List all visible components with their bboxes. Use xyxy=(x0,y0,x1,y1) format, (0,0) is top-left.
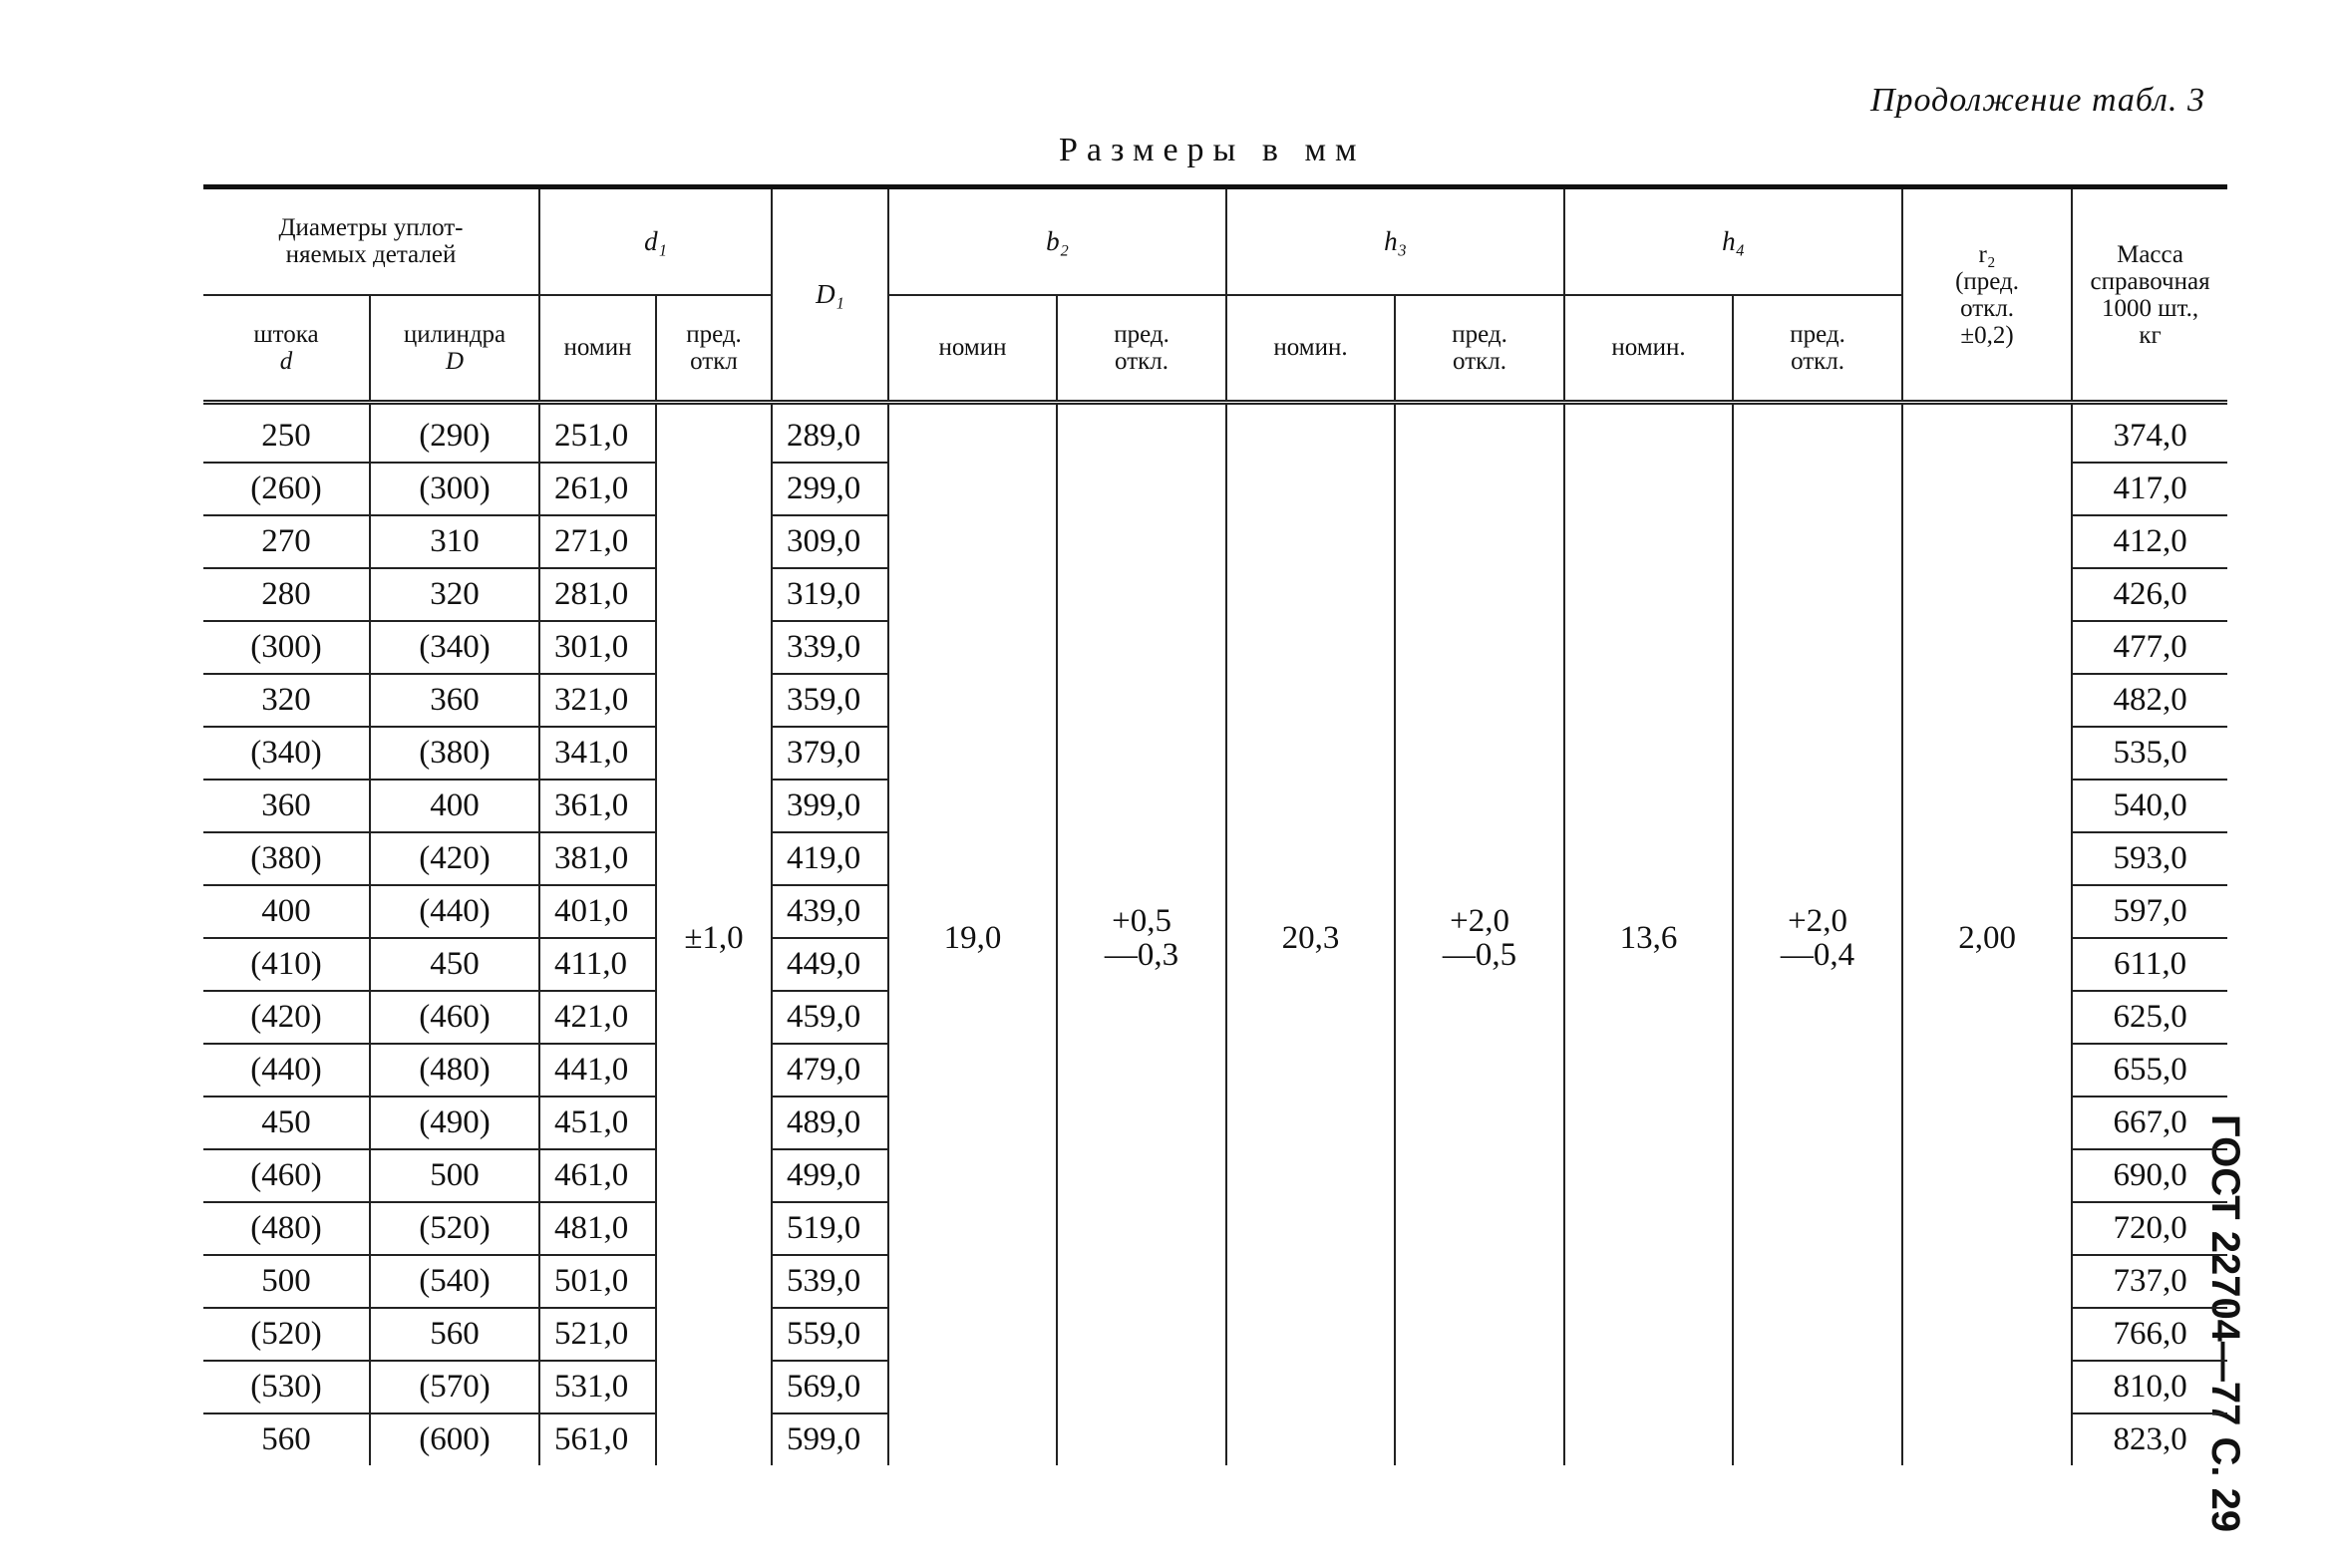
cell-mass: 737,0 xyxy=(2072,1255,2227,1308)
cell-mass: 611,0 xyxy=(2072,938,2227,991)
cell-mass: 535,0 xyxy=(2072,727,2227,780)
cell-rod-d: (260) xyxy=(203,463,370,515)
cell-d1-nomin: 381,0 xyxy=(539,832,656,885)
cell-d1-tol: ±1,0 xyxy=(656,403,772,1466)
header-b2-nomin: номин xyxy=(888,295,1057,403)
cell-d1-nomin: 321,0 xyxy=(539,674,656,727)
cell-cylinder-D: (380) xyxy=(370,727,539,780)
header-cylinder-symbol: D xyxy=(445,347,465,375)
cell-d1-nomin: 361,0 xyxy=(539,780,656,832)
cell-mass: 625,0 xyxy=(2072,991,2227,1044)
cell-rod-d: (300) xyxy=(203,621,370,674)
cell-cylinder-D: (490) xyxy=(370,1097,539,1149)
cell-cylinder-D: (440) xyxy=(370,885,539,938)
cell-D1: 559,0 xyxy=(772,1308,888,1361)
cell-rod-d: 250 xyxy=(203,403,370,464)
cell-mass: 667,0 xyxy=(2072,1097,2227,1149)
header-r2: r₂ (пред. откл. ±0,2) xyxy=(1902,187,2072,403)
header-h3: h₃ xyxy=(1226,187,1564,295)
header-cylinder xyxy=(370,295,539,403)
cell-d1-nomin: 271,0 xyxy=(539,515,656,568)
cell-d1-nomin: 481,0 xyxy=(539,1202,656,1255)
cell-D1: 439,0 xyxy=(772,885,888,938)
cell-rod-d: (520) xyxy=(203,1308,370,1361)
cell-mass: 477,0 xyxy=(2072,621,2227,674)
cell-cylinder-D: (290) xyxy=(370,403,539,464)
dimensions-table xyxy=(203,184,2227,1465)
cell-cylinder-D: 500 xyxy=(370,1149,539,1202)
cell-d1-nomin: 301,0 xyxy=(539,621,656,674)
cell-d1-nomin: 501,0 xyxy=(539,1255,656,1308)
cell-cylinder-D: 320 xyxy=(370,568,539,621)
cell-cylinder-D: (340) xyxy=(370,621,539,674)
cell-r2: 2,00 xyxy=(1902,403,2072,1466)
header-rod xyxy=(203,295,370,403)
cell-cylinder-D: (520) xyxy=(370,1202,539,1255)
cell-cylinder-D: (460) xyxy=(370,991,539,1044)
cell-rod-d: (530) xyxy=(203,1361,370,1413)
cell-d1-nomin: 341,0 xyxy=(539,727,656,780)
cell-mass: 374,0 xyxy=(2072,403,2227,464)
header-b2: b₂ xyxy=(888,187,1226,295)
cell-rod-d: 320 xyxy=(203,674,370,727)
cell-rod-d: 400 xyxy=(203,885,370,938)
cell-cylinder-D: (570) xyxy=(370,1361,539,1413)
header-d1-tol: пред. откл xyxy=(656,295,772,403)
cell-rod-d: 500 xyxy=(203,1255,370,1308)
cell-mass: 540,0 xyxy=(2072,780,2227,832)
cell-h4-nomin: 13,6 xyxy=(1564,403,1733,1466)
cell-d1-nomin: 261,0 xyxy=(539,463,656,515)
cell-D1: 449,0 xyxy=(772,938,888,991)
cell-b2-tol: +0,5 —0,3 xyxy=(1057,403,1226,1466)
cell-d1-nomin: 461,0 xyxy=(539,1149,656,1202)
cell-rod-d: (440) xyxy=(203,1044,370,1097)
cell-rod-d: (380) xyxy=(203,832,370,885)
cell-rod-d: 280 xyxy=(203,568,370,621)
cell-mass: 690,0 xyxy=(2072,1149,2227,1202)
cell-mass: 655,0 xyxy=(2072,1044,2227,1097)
cell-cylinder-D: 360 xyxy=(370,674,539,727)
cell-mass: 597,0 xyxy=(2072,885,2227,938)
header-h4: h₄ xyxy=(1564,187,1902,295)
header-h3-tol: пред. откл. xyxy=(1395,295,1564,403)
cell-mass: 482,0 xyxy=(2072,674,2227,727)
cell-D1: 489,0 xyxy=(772,1097,888,1149)
cell-cylinder-D: 400 xyxy=(370,780,539,832)
cell-d1-nomin: 251,0 xyxy=(539,403,656,464)
continuation-label: Продолжение табл. 3 xyxy=(1869,82,2205,119)
header-h3-nomin: номин. xyxy=(1226,295,1395,403)
table-row xyxy=(203,403,2227,464)
cell-D1: 539,0 xyxy=(772,1255,888,1308)
gost-side-label: ГОСТ 22704—77 С. 29 xyxy=(2203,1114,2247,1533)
cell-rod-d: 560 xyxy=(203,1413,370,1465)
cell-d1-nomin: 421,0 xyxy=(539,991,656,1044)
cell-h3-nomin: 20,3 xyxy=(1226,403,1395,1466)
cell-mass: 720,0 xyxy=(2072,1202,2227,1255)
cell-mass: 593,0 xyxy=(2072,832,2227,885)
cell-rod-d: (340) xyxy=(203,727,370,780)
header-mass: Масса справочная 1000 шт., кг xyxy=(2072,187,2227,403)
cell-rod-d: 270 xyxy=(203,515,370,568)
cell-mass: 766,0 xyxy=(2072,1308,2227,1361)
cell-d1-nomin: 401,0 xyxy=(539,885,656,938)
cell-rod-d: (460) xyxy=(203,1149,370,1202)
header-d1-nomin: номин xyxy=(539,295,656,403)
cell-d1-nomin: 561,0 xyxy=(539,1413,656,1465)
header-h4-tol: пред. откл. xyxy=(1733,295,1902,403)
cell-d1-nomin: 281,0 xyxy=(539,568,656,621)
cell-D1: 379,0 xyxy=(772,727,888,780)
cell-D1: 299,0 xyxy=(772,463,888,515)
cell-D1: 599,0 xyxy=(772,1413,888,1465)
cell-D1: 479,0 xyxy=(772,1044,888,1097)
cell-d1-nomin: 441,0 xyxy=(539,1044,656,1097)
cell-rod-d: (420) xyxy=(203,991,370,1044)
cell-D1: 419,0 xyxy=(772,832,888,885)
units-caption: Размеры в мм xyxy=(1059,132,1366,168)
header-rod-symbol: d xyxy=(279,347,293,375)
cell-d1-nomin: 521,0 xyxy=(539,1308,656,1361)
cell-cylinder-D: 560 xyxy=(370,1308,539,1361)
cell-cylinder-D: (540) xyxy=(370,1255,539,1308)
cell-rod-d: (410) xyxy=(203,938,370,991)
cell-D1: 319,0 xyxy=(772,568,888,621)
cell-rod-d: 360 xyxy=(203,780,370,832)
cell-rod-d: (480) xyxy=(203,1202,370,1255)
cell-D1: 359,0 xyxy=(772,674,888,727)
header-D1: D₁ xyxy=(772,187,888,403)
cell-h3-tol: +2,0 —0,5 xyxy=(1395,403,1564,1466)
cell-cylinder-D: (300) xyxy=(370,463,539,515)
cell-b2-nomin: 19,0 xyxy=(888,403,1057,1466)
cell-mass: 417,0 xyxy=(2072,463,2227,515)
cell-mass: 412,0 xyxy=(2072,515,2227,568)
header-h4-nomin: номин. xyxy=(1564,295,1733,403)
cell-cylinder-D: (420) xyxy=(370,832,539,885)
header-b2-tol: пред. откл. xyxy=(1057,295,1226,403)
cell-D1: 519,0 xyxy=(772,1202,888,1255)
cell-h4-tol: +2,0 —0,4 xyxy=(1733,403,1902,1466)
cell-mass: 426,0 xyxy=(2072,568,2227,621)
cell-mass: 823,0 xyxy=(2113,1421,2187,1457)
cell-cylinder-D: (600) xyxy=(370,1413,539,1465)
header-cylinder-label: цилиндра xyxy=(403,320,506,348)
cell-mass: 810,0 xyxy=(2072,1361,2227,1413)
cell-D1: 289,0 xyxy=(772,403,888,464)
header-diameters: Диаметры уплот- няемых деталей xyxy=(203,187,539,295)
cell-d1-nomin: 411,0 xyxy=(539,938,656,991)
cell-cylinder-D: (480) xyxy=(370,1044,539,1097)
cell-D1: 309,0 xyxy=(772,515,888,568)
cell-d1-nomin: 531,0 xyxy=(539,1361,656,1413)
cell-D1: 339,0 xyxy=(772,621,888,674)
header-rod-label: штока xyxy=(253,320,319,348)
cell-D1: 459,0 xyxy=(772,991,888,1044)
cell-cylinder-D: 310 xyxy=(370,515,539,568)
cell-d1-nomin: 451,0 xyxy=(539,1097,656,1149)
header-d1: d₁ xyxy=(539,187,772,295)
cell-cylinder-D: 450 xyxy=(370,938,539,991)
cell-D1: 569,0 xyxy=(772,1361,888,1413)
table-body xyxy=(203,403,2227,1466)
cell-D1: 399,0 xyxy=(772,780,888,832)
cell-rod-d: 450 xyxy=(203,1097,370,1149)
cell-D1: 499,0 xyxy=(772,1149,888,1202)
